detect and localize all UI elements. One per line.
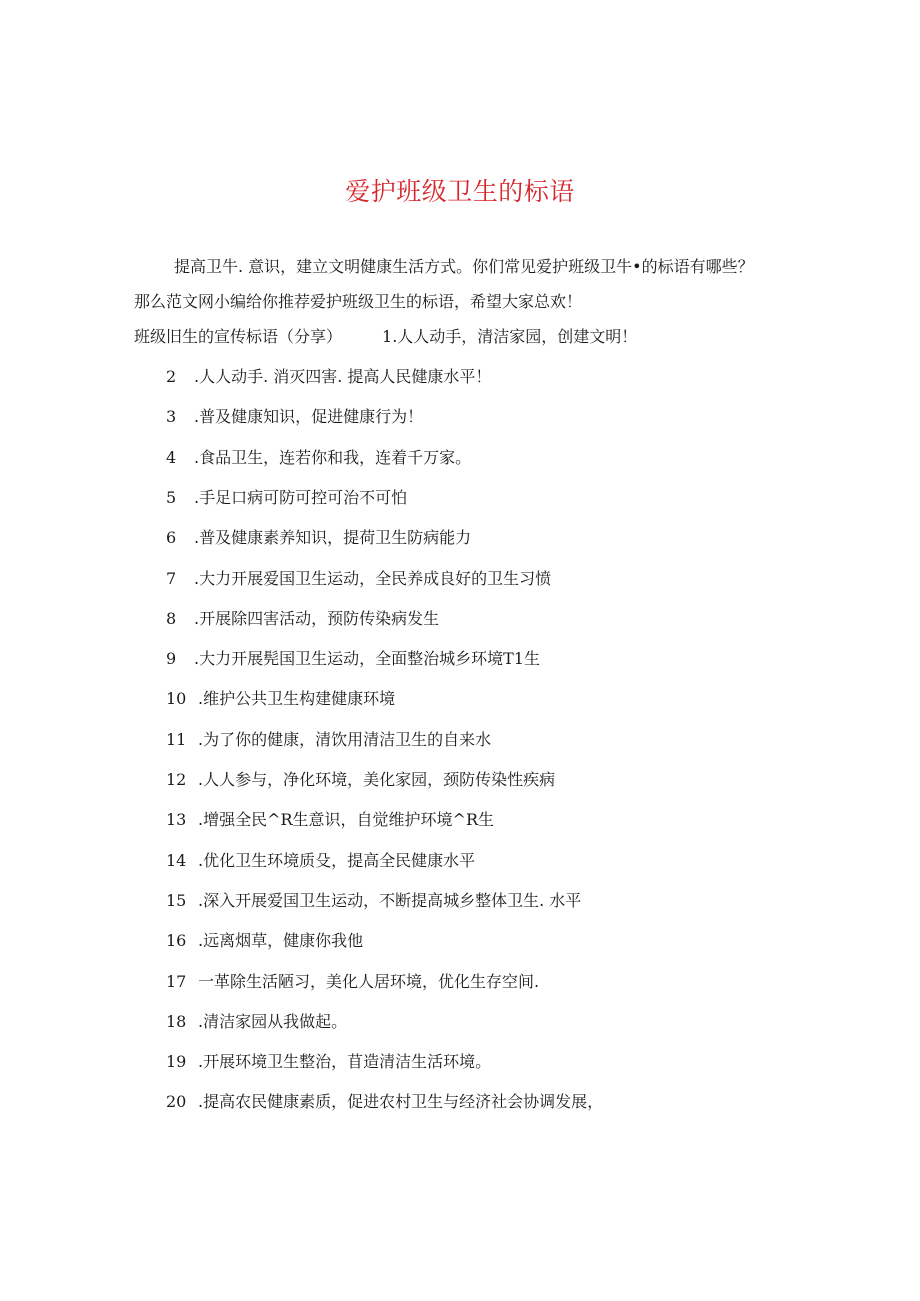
slogan-number: 7 <box>166 569 177 588</box>
slogan-number: 18 <box>166 1012 187 1031</box>
intro-paragraph-line-1: 提高卫牛. 意识，建立文明健康生活方式。你们常见爱护班级卫牛•的标语有哪些？ <box>174 257 754 276</box>
slogan-number: 2 <box>166 367 177 386</box>
slogan-text: .普及健康知识，促进健康行为！ <box>194 407 424 426</box>
slogan-text: .维护公共卫生构建健康环境 <box>198 689 396 708</box>
slogan-item-12 <box>166 770 555 790</box>
slogan-text: .清洁家园从我做起。 <box>198 1012 348 1031</box>
slogan-item-16 <box>166 931 363 951</box>
slogan-number: 9 <box>166 649 177 668</box>
slogan-item-2 <box>166 367 491 387</box>
slogan-item-1: 1.人人动手，清洁家园，创建文明！ <box>382 327 638 346</box>
slogan-text: .优化卫生环境质殳，提高全民健康水平 <box>198 851 476 870</box>
slogan-text: .食品卫生，连若你和我，连着千万家。 <box>194 448 472 467</box>
slogan-item-13 <box>166 810 494 830</box>
slogan-number: 5 <box>166 488 177 507</box>
slogan-number: 6 <box>166 528 177 547</box>
slogan-text: .手足口病可防可控可治不可怕 <box>194 488 408 507</box>
slogan-item-20 <box>166 1092 603 1112</box>
slogan-number: 13 <box>166 810 187 829</box>
slogan-text: .提高农民健康素质，促进农村卫生与经济社会协调发展， <box>198 1092 604 1111</box>
page-title: 爱护班级卫生的标语 <box>345 177 575 206</box>
slogan-item-15 <box>166 891 581 911</box>
slogan-item-17 <box>166 972 539 992</box>
slogan-number: 14 <box>166 851 187 870</box>
slogan-item-5 <box>166 488 407 508</box>
slogan-number: 10 <box>166 689 187 708</box>
slogan-number: 20 <box>166 1092 187 1111</box>
slogan-text: .普及健康素养知识，提荷卫生防病能力 <box>194 528 472 547</box>
slogan-number: 12 <box>166 770 187 789</box>
slogan-number: 3 <box>166 407 177 426</box>
slogan-item-9 <box>166 649 540 669</box>
slogan-item-3 <box>166 407 423 427</box>
slogan-text: .开展环境卫生整治，苜造清洁生活环境。 <box>198 1052 492 1071</box>
slogan-item-14 <box>166 851 475 871</box>
slogan-text: .大力开展髡国卫生运动，全面整治城乡环境T1生 <box>194 649 540 668</box>
slogan-number: 16 <box>166 931 187 950</box>
slogan-number: 11 <box>166 730 187 749</box>
slogan-text: .增强全民^R生意识，自觉维护环境^R生 <box>198 810 494 829</box>
slogan-text: .远离烟草，健康你我他 <box>198 931 364 950</box>
slogan-item-19 <box>166 1052 491 1072</box>
slogan-number: 19 <box>166 1052 187 1071</box>
section-heading-line <box>134 327 814 347</box>
slogan-item-18 <box>166 1012 347 1032</box>
slogan-text: .人人参与，净化环境，美化家园，颈防传染性疾病 <box>198 770 556 789</box>
slogan-item-7 <box>166 569 551 589</box>
slogan-item-10 <box>166 689 395 709</box>
slogan-number: 17 <box>166 972 187 991</box>
slogan-text: .开展除四害活动，预防传染病发生 <box>194 609 440 628</box>
slogan-text: .人人动手. 消灭四害. 提高人民健康水平！ <box>194 367 492 386</box>
slogan-text: .为了你的健康，清饮用清洁卫生的自来水 <box>198 730 492 749</box>
slogan-item-4 <box>166 448 471 468</box>
intro-paragraph-line-2: 那么范文网小编给你推荐爱护班级卫生的标语，希望大家总欢！ <box>134 292 583 311</box>
slogan-text: .深入开展爱国卫生运动，不断提高城乡整体卫生. 水平 <box>198 891 582 910</box>
section-heading: 班级旧生的宣传标语（分享） <box>134 327 343 346</box>
slogan-text: .大力开展爱国卫生运动，全民养成良好的卫生习愤 <box>194 569 552 588</box>
slogan-item-8 <box>166 609 439 629</box>
slogan-item-11 <box>166 730 491 750</box>
slogan-number: 8 <box>166 609 177 628</box>
slogan-number: 4 <box>166 448 177 467</box>
slogan-item-6 <box>166 528 471 548</box>
slogan-text: 一革除生活陋习，美化人居环境，优化生存空间. <box>198 972 540 991</box>
slogan-number: 15 <box>166 891 187 910</box>
